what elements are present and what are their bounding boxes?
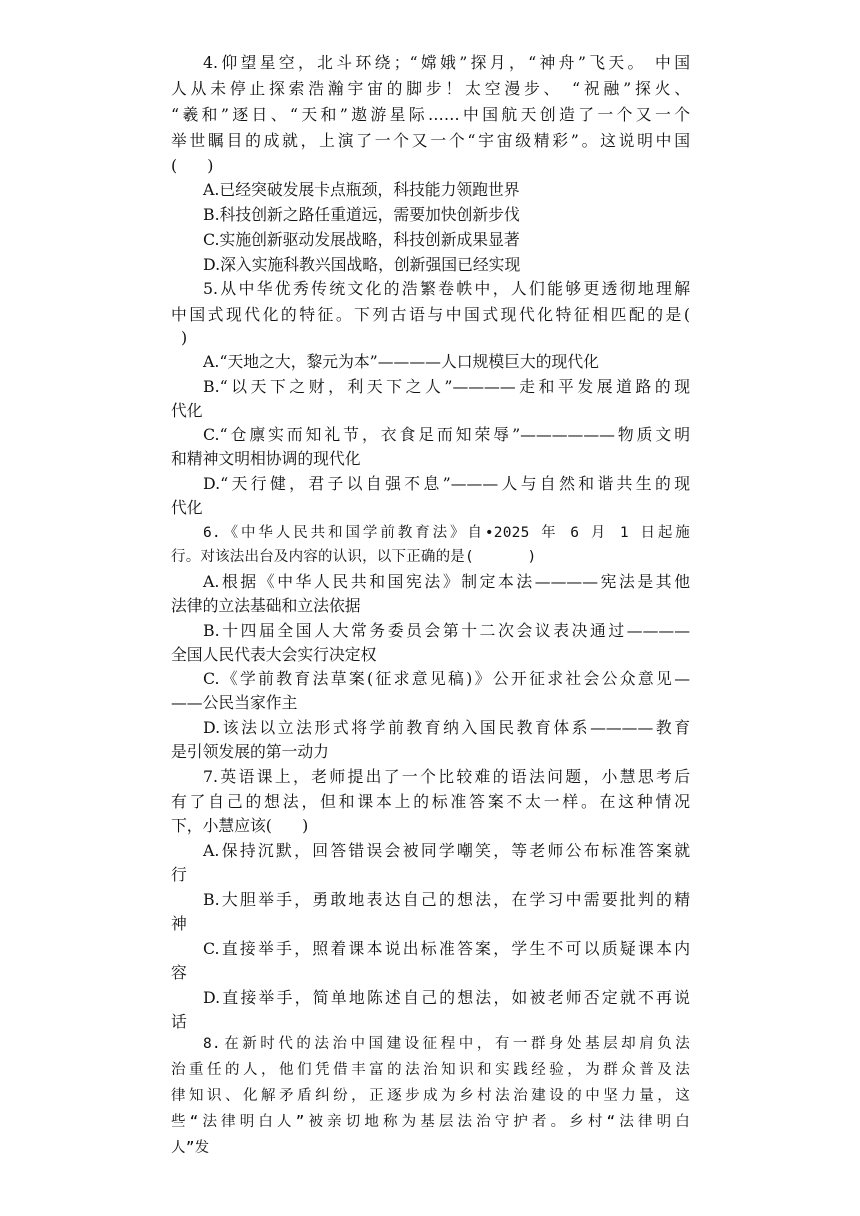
question-4-stem-line: 人从未停止探索浩瀚宇宙的脚步！太空漫步、 “祝融”探火、 [171,79,690,98]
option-b-continued: 代化 [171,401,203,420]
option-c: C.《学前教育法草案(征求意见稿)》公开征求社会公众意见— [203,669,690,688]
option-c: C.直接举手，照着课本说出标准答案，学生不可以质疑课本内 [203,939,690,958]
option-a: A.保持沉默，回答错误会被同学嘲笑，等老师公布标准答案就 [203,841,690,860]
question-7-stem-line: 下，小慧应该( ) [171,816,309,835]
question-7-stem-line: 有了自己的想法，但和课本上的标准答案不太一样。在这种情况 [171,792,690,811]
question-4-stem-line: “羲和”逐日、“天和”遨游星际……中国航天创造了一个又一个 [171,105,690,124]
option-b-continued: 神 [171,914,187,933]
question-8-stem-line: 律知识、化解矛盾纠纷，正逐步成为乡村法治建设的中坚力量，这 [171,1088,690,1104]
question-7-stem-line: 7.英语课上，老师提出了一个比较难的语法问题，小慧思考后 [203,767,690,786]
option-d-continued: 是引领发展的第一动力 [171,742,329,761]
option-a: A.“天地之大，黎元为本”————人口规模巨大的现代化 [203,352,599,371]
question-6-stem-line: 行。对该法出台及内容的认识，以下正确的是( ) [171,549,537,565]
option-a: A.已经突破发展卡点瓶颈，科技能力领跑世界 [203,180,520,199]
option-b: B.大胆举手，勇敢地表达自己的想法，在学习中需要批判的精 [203,890,690,909]
option-b: B.十四届全国人大常务委员会第十二次会议表决通过———— [203,621,690,640]
option-b: B.“以天下之财，利天下之人”————走和平发展道路的现 [203,377,690,396]
option-d: D.直接举手，简单地陈述自己的想法，如被老师否定就不再说 [203,988,690,1007]
option-b-continued: 全国人民代表大会实行决定权 [171,645,377,664]
option-c: C.“仓廪实而知礼节，衣食足而知荣辱”——————物质文明 [203,425,690,444]
question-5-stem-line: 5.从中华优秀传统文化的浩繁卷帙中，人们能够更透彻地理解 [203,279,690,298]
option-a-continued: 法律的立法基础和立法依据 [171,596,361,615]
option-d: D.深入实施科教兴国战略，创新强国已经实现 [203,255,521,274]
option-c-continued: 容 [171,963,187,982]
question-8-stem-line: 治重任的人，他们凭借丰富的法治知识和实践经验，为群众普及法 [171,1062,690,1078]
option-c-continued: 和精神文明相协调的现代化 [171,449,361,468]
question-8-stem-line: 些“法律明白人”被亲切地称为基层法治守护者。乡村“法律明白 [171,1114,690,1130]
option-a: A.根据《中华人民共和国宪法》制定本法————宪法是其他 [203,572,690,591]
answer-blank: ( ) [171,156,214,175]
option-d-continued: 代化 [171,498,203,517]
option-d: D.该法以立法形式将学前教育纳入国民教育体系————教育 [203,718,690,737]
question-8-stem-line: 人”发 [171,1140,210,1156]
option-a-continued: 行 [171,865,187,884]
option-d: D.“天行健，君子以自强不息”———人与自然和谐共生的现 [203,474,690,493]
answer-blank: ) [171,328,188,347]
question-5-stem-line: 中国式现代化的特征。下列古语与中国式现代化特征相匹配的是( [171,305,690,324]
question-8-stem-line: 8.在新时代的法治中国建设征程中，有一群身处基层却肩负法 [203,1036,690,1052]
option-c-continued: ——公民当家作主 [171,693,298,712]
question-6-stem-line: 6.《中华人民共和国学前教育法》自•2025 年 6 月 1 日起施 [203,525,690,541]
option-d-continued: 话 [171,1012,187,1031]
option-b: B.科技创新之路任重道远，需要加快创新步伐 [203,205,520,224]
question-4-stem-line: 举世瞩目的成就，上演了一个又一个“宇宙级精彩”。这说明中国 [171,131,690,150]
option-c: C.实施创新驱动发展战略，科技创新成果显著 [203,230,520,249]
question-4-stem-line: 4.仰望星空，北斗环绕；“嫦娥”探月，“神舟”飞天。 中国 [203,53,690,72]
